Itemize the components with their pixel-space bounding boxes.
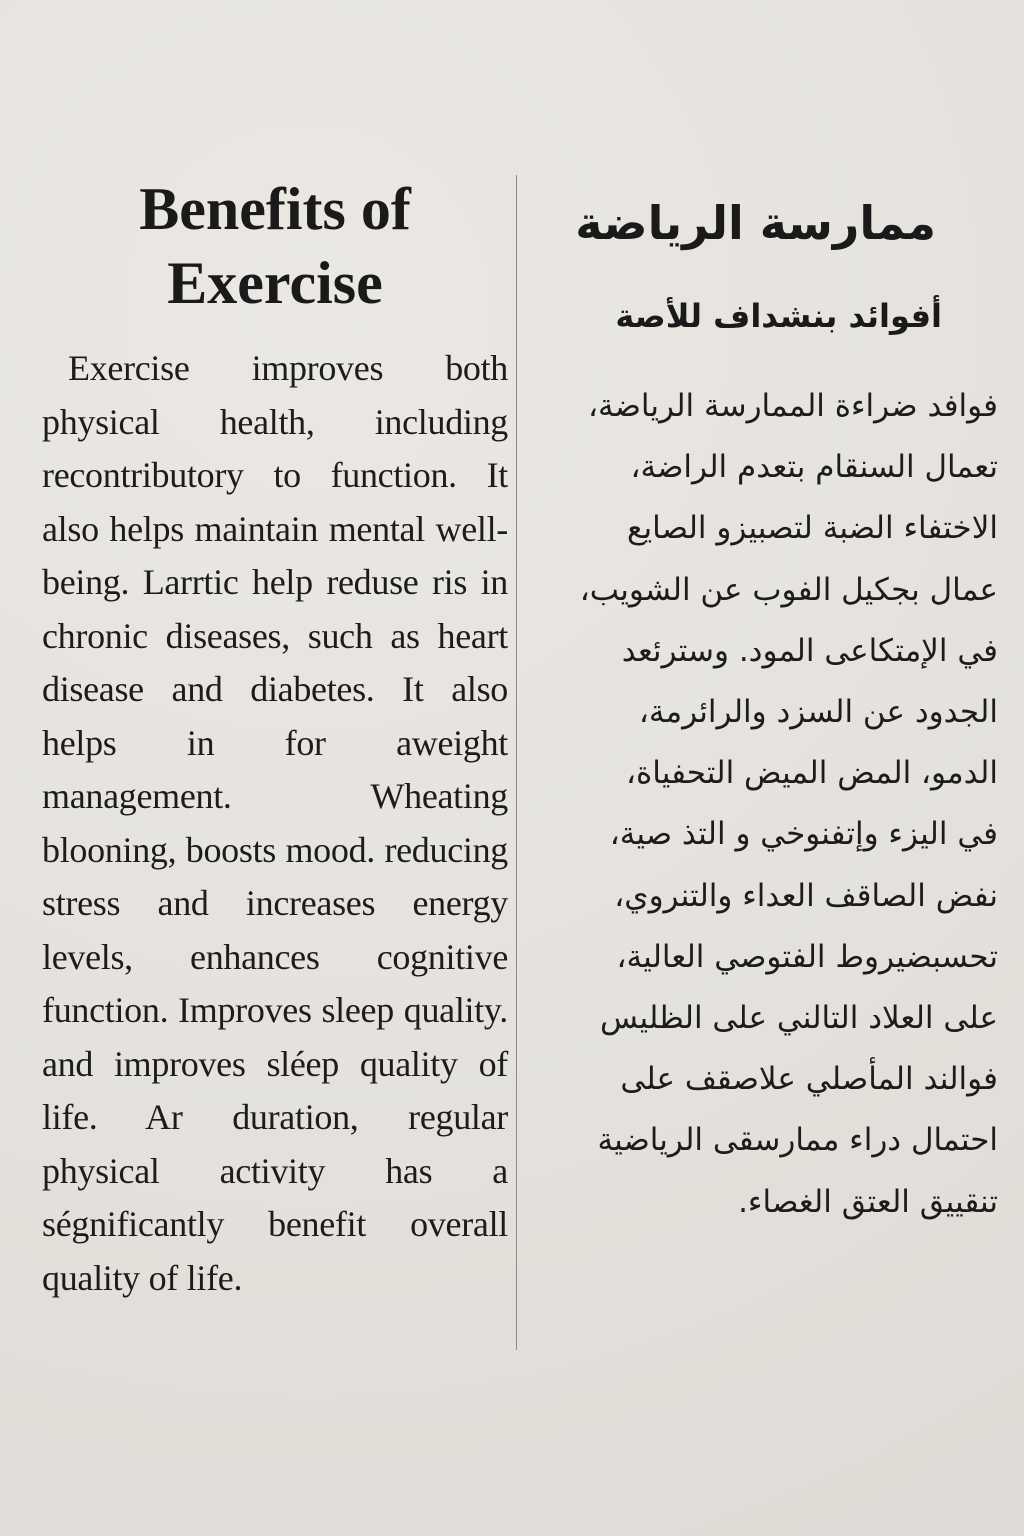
english-body-paragraph: Exercise improves both physical health, including recontributory to function. It also helps maintain mental well-being. Larrtic help reduse ris in chronic diseases, such as heart disease and diabetes. It also helps in for aweight management. Wheating blooning, boosts mood. reducing stress and increases energy levels, enhances cognitive function. Improves sleep quality. and improves sléep quality of life. Ar duration, regular physical activity has a ségnificantly benefit overall quality of life. bbox=[42, 348, 508, 1298]
arabic-body-line: نفض الصاقف العداء والتنروي، bbox=[614, 877, 998, 914]
arabic-title: ممارسة الرياضة bbox=[575, 196, 936, 250]
arabic-body-line: الجدود عن السزد والرائرمة، bbox=[638, 694, 998, 731]
arabic-body-line: الدمو، المض الميض التحفياة، bbox=[626, 755, 998, 792]
arabic-body-line: الاختفاء الضبة لتصبيزو الصايع bbox=[627, 510, 998, 547]
english-column bbox=[42, 172, 508, 1305]
arabic-subtitle: أفوائد بنشداف للأصة bbox=[615, 297, 942, 335]
english-title bbox=[42, 172, 508, 320]
column-divider bbox=[516, 175, 517, 1350]
arabic-body-line: في الإمتكاعى المود. وسترئعد bbox=[621, 632, 998, 669]
arabic-body-line: على العلاد التالني على الظليس bbox=[599, 1000, 998, 1037]
english-title-line-1: Benefits of bbox=[139, 176, 411, 242]
arabic-body-line: تنقييق العتق الغصاء. bbox=[738, 1183, 998, 1220]
arabic-body-line: تحسبضيروط الفتوصي العالية، bbox=[616, 938, 998, 975]
arabic-body-line: فوالند المأصلي علاصقف على bbox=[620, 1061, 998, 1098]
arabic-column bbox=[530, 188, 998, 1233]
arabic-body bbox=[530, 376, 998, 1233]
english-title-line-2: Exercise bbox=[167, 250, 383, 316]
arabic-body-line: عمال بجكيل الفوب عن الشويب، bbox=[579, 571, 998, 608]
arabic-body-line: في اليزء وإتفنوخي و التذ صية، bbox=[609, 816, 998, 853]
arabic-body-line: احتمال دراء ممارسقى الرياضية bbox=[597, 1122, 998, 1159]
arabic-body-line: تعمال السنقام بتعدم الراضة، bbox=[630, 449, 998, 486]
arabic-body-line: فوافد ضراءة الممارسة الرياضة، bbox=[587, 388, 998, 424]
